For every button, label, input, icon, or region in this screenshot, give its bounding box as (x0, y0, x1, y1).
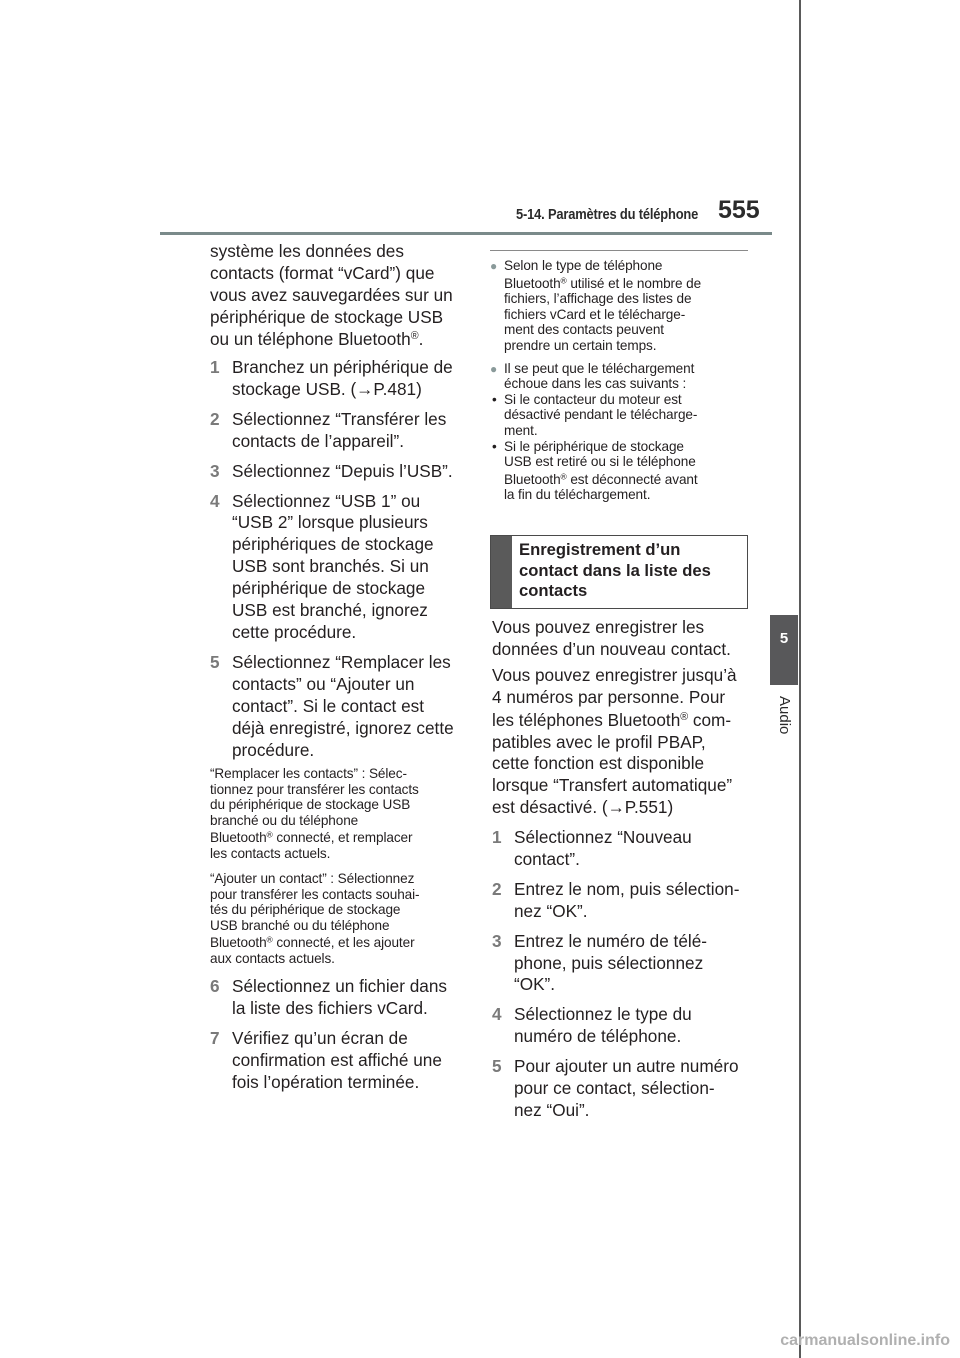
note-line: échoue dans les cas suivants : (504, 376, 687, 392)
step-text (232, 461, 468, 483)
body-line: Vous pouvez enregistrer les (492, 617, 705, 637)
note-line: aux contacts actuels. (210, 950, 335, 966)
chapter-number: 5 (779, 630, 789, 647)
step-line: Sélectionnez “Nouveau (514, 827, 692, 847)
body-line: les téléphones Bluetooth® com- (492, 709, 732, 730)
step-line: périphérique de stockage (232, 578, 426, 599)
step-line: déjà enregistré, ignorez cette (232, 717, 454, 738)
step-line: phone, puis sélectionnez (514, 952, 704, 973)
step-text (232, 409, 468, 453)
step-number: 3 (210, 460, 220, 481)
step-line: nez “OK”. (514, 900, 588, 921)
step-text (232, 357, 468, 401)
step-line: confirmation est affiché une (232, 1049, 442, 1070)
note-line: ment des contacts peuvent (504, 322, 664, 338)
step-line: contacts de l’appareil”. (232, 430, 404, 451)
page-number: 555 (718, 196, 760, 224)
note-line: les contacts actuels. (210, 845, 331, 861)
step-number: 3 (492, 930, 502, 951)
intro-line: ou un téléphone Bluetooth®. (210, 328, 424, 349)
note-line: fichiers, l’affichage des listes de (504, 291, 692, 307)
step-line: Sélectionnez “Depuis l’USB”. (232, 460, 453, 481)
note-line: branché ou du téléphone (210, 812, 359, 828)
step-line: USB sont branchés. Si un (232, 556, 429, 577)
note-bullet (490, 258, 752, 354)
step-line: “OK”. (514, 974, 556, 995)
note-line: Bluetooth® connecté, et les ajouter (210, 934, 415, 951)
body-line: Vous pouvez enregistrer jusqu’à (492, 664, 737, 685)
step-item (210, 976, 468, 1020)
step-text (514, 1004, 754, 1048)
step-item (492, 827, 754, 871)
section-heading: Enregistrement d’un contact dans la liste des contacts (519, 540, 711, 601)
step-line: nez “Oui”. (514, 1099, 590, 1120)
step-line: Sélectionnez “USB 1” ou (232, 490, 421, 511)
left-steps-b (210, 976, 468, 1094)
intro-line: contacts (format “vCard”) que (210, 262, 435, 283)
notes-rule (490, 250, 748, 251)
note-subbullet (490, 392, 752, 439)
note-line: la fin du téléchargement. (504, 487, 651, 503)
right-notes (490, 258, 752, 503)
note-line: désactivé pendant le télécharge- (504, 407, 698, 423)
step-line: stockage USB. (→P.481) (232, 378, 422, 399)
step-item (210, 1028, 468, 1094)
circle-bullet-icon: ● (490, 361, 498, 376)
section-heading-box (490, 535, 748, 609)
intro-line: système les données des (210, 241, 404, 261)
note-line: “Remplacer les contacts” : Sélec- (210, 766, 407, 781)
note-line: USB est retiré ou si le téléphone (504, 454, 696, 470)
heading-bar (491, 536, 512, 608)
body-line: 4 numéros par personne. Pour (492, 686, 726, 707)
step-number: 4 (210, 490, 220, 511)
step-item (210, 461, 468, 483)
body-line: patibles avec le profil PBAP, (492, 731, 706, 752)
step-line: Sélectionnez le type du (514, 1004, 692, 1025)
step-number: 4 (492, 1004, 502, 1025)
note-subbullet (490, 439, 752, 503)
step-line: Sélectionnez un fichier dans (232, 976, 447, 996)
step-number: 5 (210, 651, 220, 672)
note-line: Bluetooth® est déconnecté avant (504, 471, 698, 487)
step-line: pour ce contact, sélection- (514, 1078, 715, 1099)
body-line: cette fonction est disponible (492, 753, 705, 774)
note-line: Il se peut que le téléchargement (504, 360, 695, 376)
step-line: numéro de téléphone. (514, 1026, 682, 1047)
step-line: Pour ajouter un autre numéro (514, 1056, 739, 1077)
step-item (492, 931, 754, 997)
step-number: 2 (492, 878, 502, 899)
step-line: Sélectionnez “Remplacer les (232, 651, 451, 672)
note-line: tés du périphérique de stockage (210, 902, 401, 918)
note-line: Si le contacteur du moteur est (504, 391, 682, 407)
chapter-tab[interactable] (770, 615, 798, 685)
step-number: 1 (492, 827, 502, 847)
step-item (210, 357, 468, 401)
dot-bullet-icon: • (492, 438, 497, 454)
step-text (232, 976, 468, 1020)
step-line: “USB 2” lorsque plusieurs (232, 512, 428, 533)
chapter-label: Audio (776, 696, 793, 735)
note-line: Selon le type de téléphone (504, 258, 663, 273)
note-line: du périphérique de stockage USB (210, 797, 411, 813)
side-rule (799, 0, 801, 1358)
step-line: Entrez le numéro de télé- (514, 930, 707, 951)
note-line: Bluetooth® connecté, et remplacer (210, 829, 413, 846)
step-line: la liste des fichiers vCard. (232, 997, 428, 1018)
step-line: Entrez le nom, puis sélection- (514, 878, 740, 899)
note-bullet (490, 361, 752, 392)
step-number: 2 (210, 408, 220, 429)
header-rule (160, 232, 772, 235)
note-line: pour transférer les contacts souhai- (210, 886, 420, 902)
step-line: USB est branché, ignorez (232, 600, 428, 621)
intro-line: périphérique de stockage USB (210, 306, 444, 327)
step-line: contact”. Si le contact est (232, 695, 425, 716)
left-steps (210, 357, 468, 761)
step-text (232, 1028, 468, 1094)
step-line: contacts” ou “Ajouter un (232, 673, 415, 694)
step-text (514, 1056, 754, 1122)
step-line: fois l’opération terminée. (232, 1071, 420, 1092)
section-title: 5-14. Paramètres du téléphone (516, 206, 699, 223)
circle-bullet-icon: ● (490, 259, 498, 273)
left-intro (210, 241, 470, 351)
note-line: Bluetooth® utilisé et le nombre de (504, 274, 702, 291)
note-line: “Ajouter un contact” : Sélectionnez (210, 871, 415, 886)
step-item (492, 1056, 754, 1122)
note-line: fichiers vCard et le télécharge- (504, 306, 686, 322)
watermark: carmanualsonline.info (780, 1332, 950, 1349)
note-line: USB branché ou du téléphone (210, 917, 390, 933)
body-line: données d’un nouveau contact. (492, 638, 731, 659)
right-steps (492, 827, 754, 1122)
dot-bullet-icon: • (492, 391, 497, 407)
step-text (514, 827, 754, 871)
note-line: ment. (504, 422, 538, 438)
step-text (232, 491, 468, 644)
step-text (514, 879, 754, 923)
body-line: lorsque “Transfert automatique” (492, 775, 733, 796)
step-line: Sélectionnez “Transférer les (232, 408, 447, 429)
step-number: 7 (210, 1027, 220, 1048)
step-line: périphériques de stockage (232, 534, 434, 555)
step-item (492, 879, 754, 923)
step-line: contact”. (514, 848, 580, 869)
step-item (210, 409, 468, 453)
step-line: procédure. (232, 739, 315, 760)
left-note-replace (210, 766, 470, 862)
body-line: est désactivé. (→P.551) (492, 797, 674, 818)
step-item (210, 491, 468, 644)
step-line: Vérifiez qu’un écran de (232, 1027, 408, 1048)
note-line: prendre un certain temps. (504, 337, 657, 353)
step-number: 5 (492, 1056, 502, 1077)
intro-line: vous avez sauvegardées sur un (210, 284, 453, 305)
step-line: cette procédure. (232, 621, 357, 642)
left-note-add (210, 871, 470, 967)
right-intro (492, 617, 754, 819)
step-item (492, 1004, 754, 1048)
step-number: 6 (210, 976, 220, 996)
note-line: Si le périphérique de stockage (504, 438, 684, 454)
step-line: Branchez un périphérique de (232, 357, 453, 377)
note-line: tionnez pour transférer les contacts (210, 781, 419, 797)
step-text (232, 652, 468, 762)
step-item (210, 652, 468, 762)
step-text (514, 931, 754, 997)
step-number: 1 (210, 357, 220, 377)
